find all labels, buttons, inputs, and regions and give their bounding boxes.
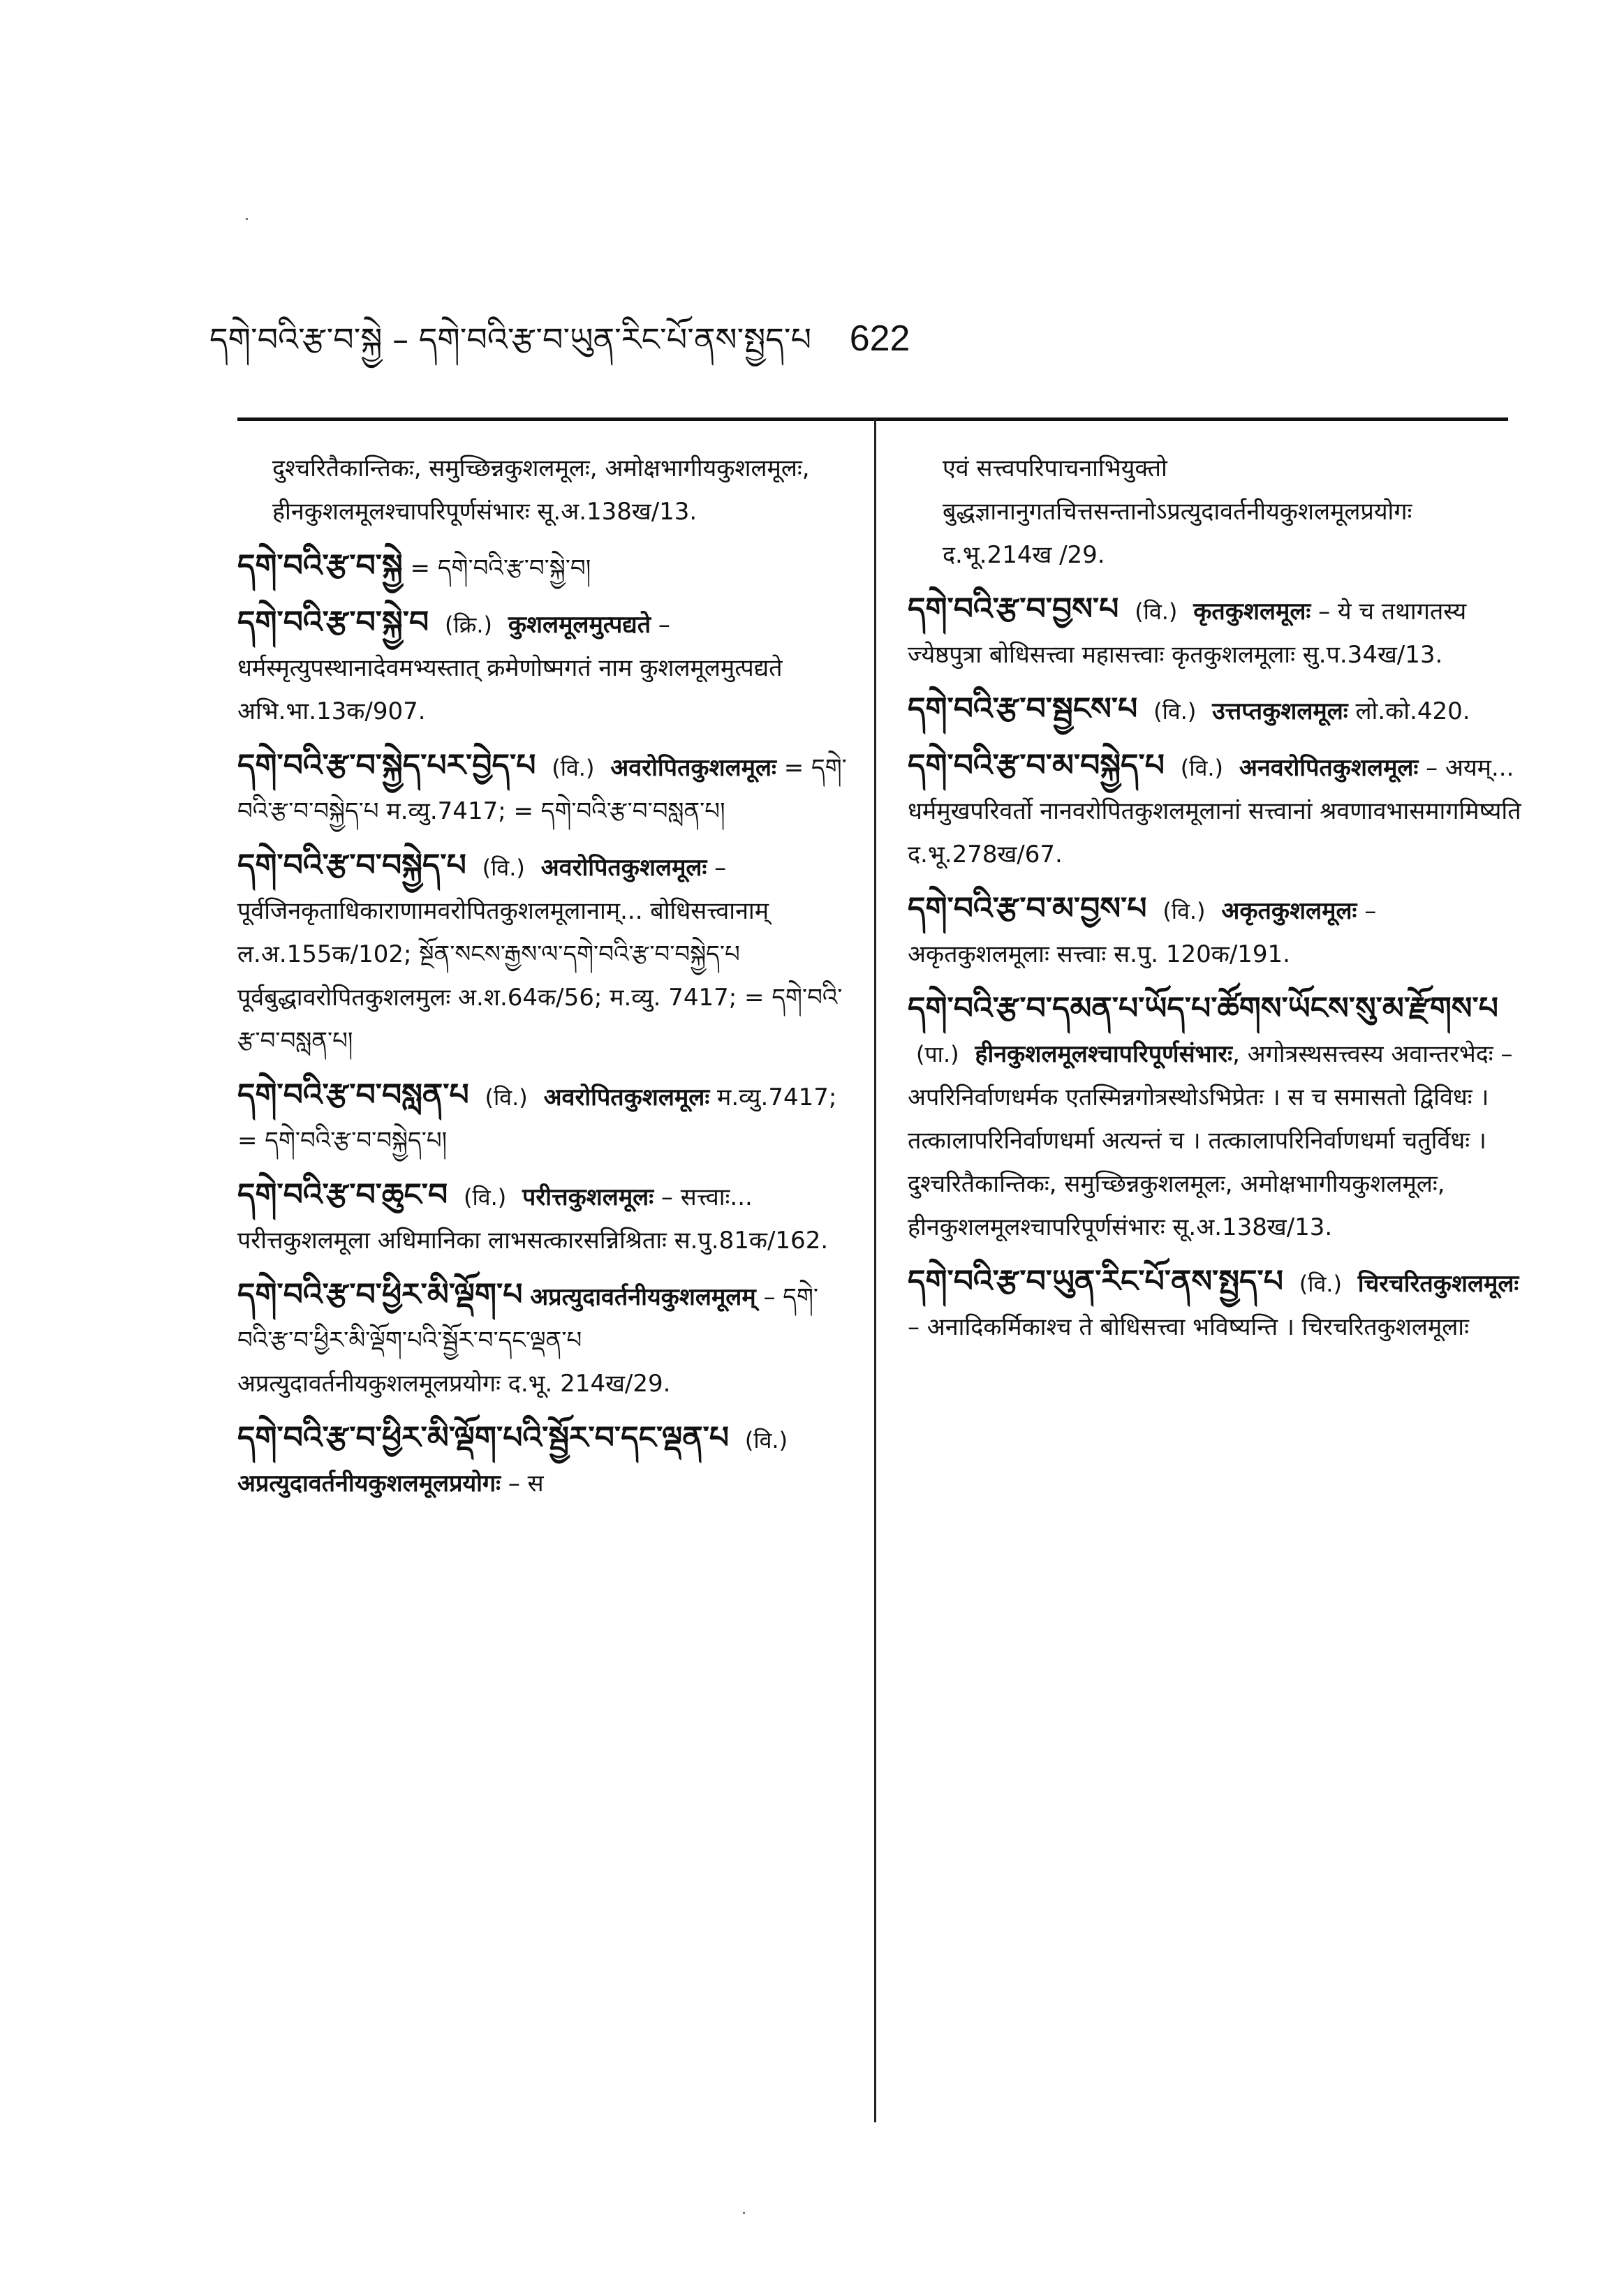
headword: དགེ་བའི་རྩ་བ་བསླན་པ	[237, 1077, 469, 1113]
entry-text: लो.को.420.	[1355, 697, 1470, 725]
entry-text: – सत्त्वाः... परीत्तकुशलमूला अधिमानिका लाभसत्कारसन्निश्रिताः स.पु.81क/162.	[237, 1183, 829, 1255]
entry-text: – ये च तथागतस्य ज्येष्ठपुत्रा बोधिसत्त्वा महासत्त्वाः कृतकुशलमूलाः सु.प.34ख/13.	[908, 598, 1467, 669]
entry-text: = དགེ་བའི་རྩ་བ་སྐྱེ་བ།	[410, 554, 591, 582]
entry-text: म.व्यु.7417; = དགེ་བའི་རྩ་བ་བསྐྱེད་པ།	[237, 1084, 837, 1155]
sanskrit-equivalent: अवरोपितकुशलमूलः	[543, 1084, 710, 1111]
entry-text: , अगोत्रस्थसत्त्वस्य अवान्तरभेदः – अपरिनिर्वाणधर्मक एतस्मिन्नगोत्रस्थोऽभिप्रेतः । स च समासतो द्विविधः । तत्कालापरिनिर्वाणधर्मा अत्यन्तं च । तत्कालापरिनिर्वाणधर्मा चतुर्विधः । दुश्चरितैकान्तिकः, समुच्छिन्नकुशलमूलः, अमोक्षभागीयकुशलमूलः, हीनकुशलमूलश्चापरिपूर्णसंभारः सू.अ.138ख/13.	[908, 1040, 1513, 1241]
dictionary-entry	[237, 545, 852, 590]
dictionary-entry	[237, 1174, 852, 1262]
sanskrit-equivalent: परीत्तकुशलमूलः	[522, 1183, 654, 1211]
entry-text: – अयम्... धर्ममुखपरिवर्तो नानवरोपितकुशलमूलानां सत्त्वानां श्रवणावभासमागमिष्यति द.भू.278ख/67.	[908, 754, 1521, 868]
sanskrit-equivalent: अकृतकुशलमूलः	[1221, 897, 1357, 925]
headword: དགེ་བའི་རྩ་བ་ཆུང་བ	[237, 1177, 448, 1213]
header-range: དགེ་བའི་རྩ་བ་སྐྱེ – དགེ་བའི་རྩ་བ་ཡུན་རིང་པོ་ནས་སྤྱད་པ	[209, 320, 812, 358]
headword: དགེ་བའི་རྩ་བ་སྐྱེ	[237, 548, 403, 584]
headword: དགེ་བའི་རྩ་བ་ཕྱིར་མི་ལྡོག་པ	[237, 1277, 523, 1313]
page-number: 622	[849, 318, 910, 359]
dictionary-entry	[908, 744, 1522, 876]
headword: དགེ་བའི་རྩ་བ་དམན་པ་ཡོད་པ་ཚོགས་ཡོངས་སུ་མ་རྫོགས་པ	[908, 991, 1498, 1026]
sanskrit-equivalent: उत्तप्तकुशलमूलः	[1212, 697, 1348, 725]
entry-text: दुश्चरितैकान्तिकः, समुच्छिन्नकुशलमूलः, अमोक्षभागीयकुशलमूलः, हीनकुशलमूलश्चापरिपूर्णसंभारः सू.अ.138ख/13.	[272, 454, 810, 526]
sanskrit-equivalent: हीनकुशलमूलश्चापरिपूर्णसंभारः	[975, 1040, 1233, 1068]
entry-text: – धर्मस्मृत्युपस्थानादेवमभ्यस्तात् क्रमेणोष्मगतं नाम कुशलमूलमुत्पद्यते अभि.भा.13क/907.	[237, 611, 783, 725]
part-of-speech: (वि.)	[482, 855, 525, 881]
headword: དགེ་བའི་རྩ་བ་མ་བསྐྱེད་པ	[908, 748, 1165, 783]
part-of-speech: (क्रि.)	[444, 612, 492, 638]
dictionary-entry	[908, 1260, 1522, 1349]
part-of-speech: (पा.)	[916, 1041, 959, 1067]
part-of-speech: (वि.)	[552, 755, 595, 781]
headword: དགེ་བའི་རྩ་བ་ཕྱིར་མི་ལྡོག་པའི་སྦྱོར་བ་དང་ལྡན་པ	[237, 1420, 730, 1456]
sanskrit-equivalent: अप्रत्युदावर्तनीयकुशलमूलप्रयोगः	[237, 1470, 501, 1498]
entry-text: – पूर्वजिनकृताधिकाराणामवरोपितकुशलमूलानाम्... बोधिसत्त्वानाम् ल.अ.155क/102; སྔོན་སངས་རྒྱས་ལ་དགེ་བའི་རྩ་བ་བསྐྱེད་པ पूर्वबुद्धावरोपितकुशलमुलः अ.श.64क/56; म.व्यु. 7417; = དགེ་བའི་རྩ་བ་བསླན་པ།	[237, 854, 843, 1055]
part-of-speech: (वि.)	[1162, 898, 1206, 924]
dictionary-entry	[908, 688, 1522, 733]
entry-continuation	[908, 447, 1522, 577]
headword: དགེ་བའི་རྩ་བ་བྱས་པ	[908, 591, 1119, 627]
dictionary-entry	[237, 1417, 852, 1505]
headword: དགེ་བའི་རྩ་བ་མ་བྱས་པ	[908, 891, 1147, 926]
dictionary-entry	[237, 744, 852, 833]
dictionary-entry	[908, 588, 1522, 676]
part-of-speech: (वि.)	[464, 1184, 507, 1211]
part-of-speech: (वि.)	[1135, 598, 1178, 625]
part-of-speech: (वि.)	[485, 1084, 528, 1111]
page-header	[209, 318, 1536, 360]
dictionary-entry	[237, 1273, 852, 1405]
part-of-speech: (वि.)	[1153, 698, 1197, 725]
scan-speck	[246, 218, 248, 220]
dictionary-entry	[237, 844, 852, 1063]
dictionary-entry	[237, 601, 852, 733]
dictionary-entry	[237, 1074, 852, 1162]
sanskrit-equivalent: कुशलमूलमुत्पद्यते	[508, 611, 651, 639]
sanskrit-equivalent: अवरोपितकुशलमूलः	[610, 754, 776, 782]
sanskrit-equivalent: अनवरोपितकुशलमूलः	[1239, 754, 1419, 782]
part-of-speech: (वि.)	[744, 1427, 788, 1454]
part-of-speech: (वि.)	[1180, 755, 1224, 781]
sanskrit-equivalent: कृतकुशलमूलः	[1193, 598, 1311, 626]
dictionary-entry	[908, 887, 1522, 976]
entry-text: एवं सत्त्वपरिपाचनाभियुक्तो बुद्धज्ञानानुगतचित्तसन्तानोऽप्रत्युदावर्तनीयकुशलमूलप्रयोगः द.भू.214ख /29.	[943, 454, 1412, 569]
entry-continuation	[237, 447, 852, 533]
headword: དགེ་བའི་རྩ་བ་བསྐྱེད་པ	[237, 848, 466, 883]
headword: དགེ་བའི་རྩ་བ་སྦྱངས་པ	[908, 691, 1138, 727]
entry-text: – स	[508, 1470, 544, 1498]
headword: དགེ་བའི་རྩ་བ་སྐྱེད་པར་བྱེད་པ	[237, 748, 536, 783]
scan-speck	[743, 2212, 745, 2214]
left-column	[237, 447, 852, 2122]
entry-text: – དགེ་བའི་རྩ་བ་ཕྱིར་མི་ལྡོག་པའི་སྦྱོར་བ་དང་ལྡན་པ अप्रत्युदावर्तनीयकुशलमूलप्रयोगः द.भू. 214ख/29.	[237, 1283, 819, 1398]
headword: དགེ་བའི་རྩ་བ་སྐྱེ་བ	[237, 605, 429, 640]
headword: དགེ་བའི་རྩ་བ་ཡུན་རིང་པོ་ནས་སྤྱད་པ	[908, 1264, 1283, 1299]
part-of-speech: (वि.)	[1299, 1271, 1342, 1297]
sanskrit-equivalent: अप्रत्युदावर्तनीयकुशलमूलम्	[530, 1283, 756, 1311]
sanskrit-equivalent: चिरचरितकुशलमूलः	[1357, 1270, 1519, 1298]
entry-text: = དགེ་བའི་རྩ་བ་བསྐྱེད་པ म.व्यु.7417; = དགེ་བའི་རྩ་བ་བསླན་པ།	[237, 754, 847, 825]
entry-text: – अनादिकर्मिकाश्च ते बोधिसत्त्वा भविष्यन्ति । चिरचरितकुशलमूलाः	[908, 1313, 1469, 1341]
right-column	[908, 447, 1522, 2122]
entry-text: – अकृतकुशलमूलाः सत्त्वाः स.पु. 120क/191.	[908, 897, 1377, 968]
column-divider	[874, 419, 876, 2122]
sanskrit-equivalent: अवरोपितकुशलमूलः	[540, 854, 707, 882]
header-rule	[237, 417, 1508, 421]
dictionary-entry	[908, 987, 1522, 1249]
